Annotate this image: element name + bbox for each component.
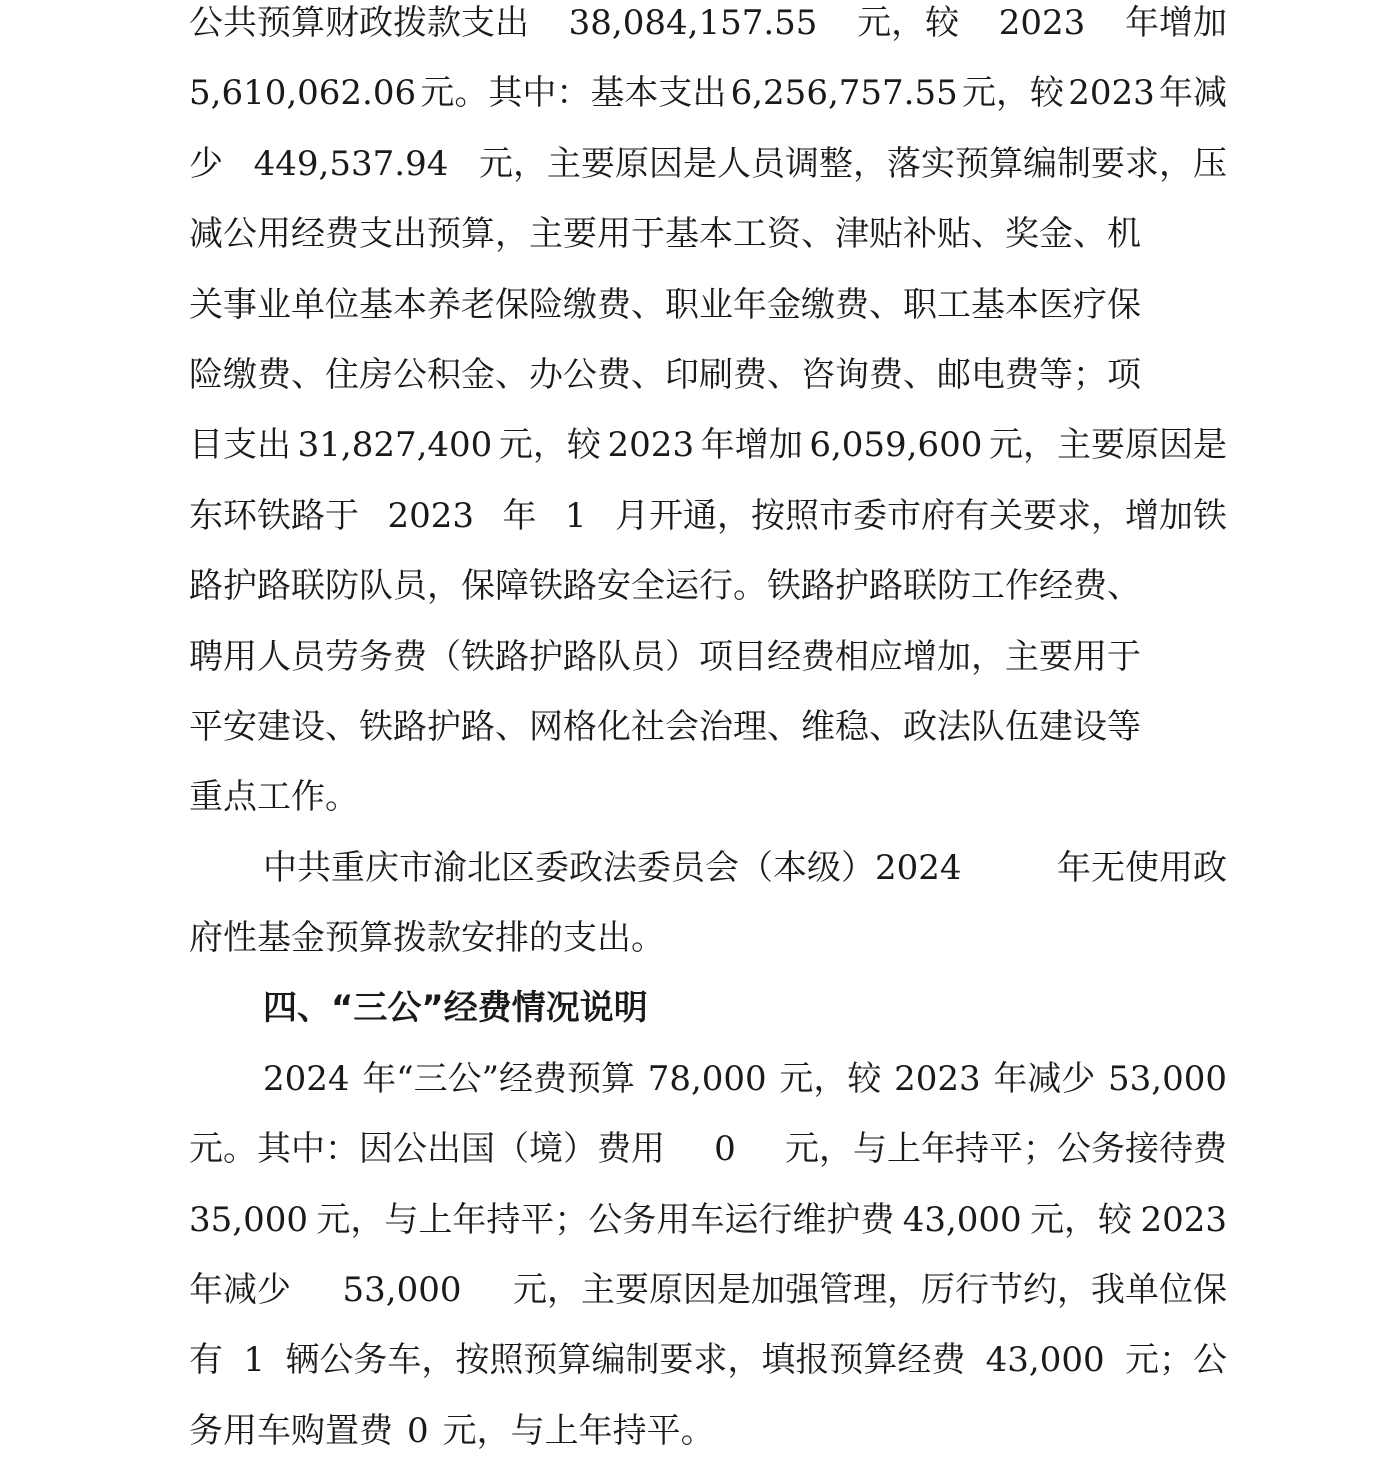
heading-text: 四、“三公”经费情况说明: [263, 988, 648, 1029]
text-segment: 聘用人员劳务费（铁路护路队员）项目经费相应增加，主要用于: [189, 636, 1141, 677]
text-segment: 年增加: [700, 425, 803, 466]
text-segment: 元，较: [498, 425, 601, 466]
text-segment: 年减少: [993, 1058, 1096, 1099]
text-segment: 少: [189, 143, 223, 184]
text-segment: 元，较: [857, 3, 960, 43]
text-segment: 月开通，按照市委市府有关要求，增加铁: [614, 495, 1227, 536]
text-segment: 中共重庆市渝北区委政法委员会（本级）2024: [263, 847, 962, 888]
text-line: [189, 692, 1227, 762]
text-segment: 1: [564, 495, 587, 536]
text-segment: 元；公: [1124, 1340, 1227, 1381]
text-segment: 平安建设、铁路护路、网格化社会治理、维稳、政法队伍建设等: [189, 706, 1141, 747]
text-segment: 年减少: [189, 1270, 291, 1311]
text-segment: 元，主要原因是加强管理，厉行节约，我单位保: [513, 1270, 1227, 1311]
paragraph-government-fund: [189, 833, 1227, 974]
text-line: [189, 1044, 1227, 1114]
text-segment: 辆公务车，按照预算编制要求，填报预算经费: [285, 1340, 966, 1381]
text-line: [189, 410, 1227, 480]
text-line: [189, 1325, 1227, 1395]
text-line: [189, 903, 1227, 973]
text-segment: 2023: [387, 495, 474, 536]
text-segment: 元，与上年持平。: [442, 1410, 715, 1451]
text-segment: 年减: [1159, 73, 1227, 114]
text-segment: 元，与上年持平；公务接待费: [784, 1129, 1227, 1170]
text-segment: 38,084,157.55: [568, 3, 818, 43]
text-segment: 重点工作。: [189, 777, 359, 818]
text-segment: 2023: [1140, 1199, 1227, 1240]
text-segment: 年增加: [1124, 3, 1227, 43]
text-line: [189, 58, 1227, 128]
text-line: [189, 199, 1227, 269]
text-segment: 府性基金预算拨款安排的支出。: [189, 918, 665, 959]
text-line: [189, 1114, 1227, 1184]
document-page: [189, 0, 1227, 1466]
text-segment: 0: [714, 1129, 736, 1170]
text-segment: 0: [407, 1410, 429, 1451]
text-segment: 2023: [998, 3, 1086, 43]
text-segment: 2024: [263, 1058, 350, 1099]
text-segment: 449,537.94: [253, 143, 449, 184]
text-segment: 53,000: [1108, 1058, 1227, 1099]
text-segment: 年无使用政: [1057, 847, 1227, 888]
text-segment: 元，较: [1030, 1199, 1133, 1240]
text-line: [189, 340, 1227, 410]
text-line: [189, 1255, 1227, 1325]
text-segment: 元。其中：基本支出: [420, 73, 727, 114]
text-segment: 有: [189, 1340, 223, 1381]
text-segment: 35,000: [189, 1199, 308, 1240]
text-segment: 43,000: [985, 1340, 1105, 1381]
text-segment: 5,610,062.06: [189, 73, 417, 114]
text-segment: 元，较: [961, 73, 1064, 114]
text-segment: 78,000: [647, 1058, 767, 1099]
text-segment: 险缴费、住房公积金、办公费、印刷费、咨询费、邮电费等；项: [189, 354, 1141, 395]
text-segment: 1: [243, 1340, 265, 1381]
text-line: [189, 129, 1227, 199]
text-segment: 公共预算财政拨款支出: [189, 3, 529, 43]
text-segment: 43,000: [902, 1199, 1022, 1240]
text-segment: 2023: [607, 425, 695, 466]
text-segment: 东环铁路于: [189, 495, 359, 536]
text-segment: 2023: [894, 1058, 981, 1099]
section-heading: [189, 973, 1227, 1043]
text-segment: 31,827,400: [297, 425, 493, 466]
text-segment: 路护路联防队员，保障铁路安全运行。铁路护路联防工作经费、: [189, 566, 1141, 607]
text-segment: 元，主要原因是: [989, 425, 1227, 466]
text-segment: 6,059,600: [809, 425, 983, 466]
text-line: [189, 1185, 1227, 1255]
text-segment: 年“三公”经费预算: [362, 1058, 635, 1099]
paragraph-three-public-expenses: [189, 1044, 1227, 1466]
text-segment: 关事业单位基本养老保险缴费、职业年金缴费、职工基本医疗保: [189, 284, 1141, 325]
text-line: [189, 762, 1227, 832]
text-segment: 元，主要原因是人员调整，落实预算编制要求，压: [478, 143, 1227, 184]
text-line: [189, 833, 1227, 903]
text-line: [189, 551, 1227, 621]
text-line: [189, 622, 1227, 692]
text-segment: 减公用经费支出预算，主要用于基本工资、津贴补贴、奖金、机: [189, 214, 1141, 255]
paragraph-general-budget: [189, 0, 1227, 833]
text-line: [189, 270, 1227, 340]
text-segment: 元。其中：因公出国（境）费用: [189, 1129, 665, 1170]
text-segment: 务用车购置费: [189, 1410, 393, 1451]
text-line: [189, 481, 1227, 551]
text-segment: 年: [502, 495, 537, 536]
text-segment: 53,000: [342, 1270, 462, 1311]
text-segment: 6,256,757.55: [730, 73, 958, 114]
text-segment: 2023: [1068, 73, 1155, 114]
text-line: [189, 1396, 1227, 1466]
text-segment: 元，与上年持平；公务用车运行维护费: [316, 1199, 895, 1240]
text-line: [189, 0, 1227, 58]
text-segment: 元，较: [779, 1058, 882, 1099]
text-segment: 目支出: [189, 425, 291, 466]
